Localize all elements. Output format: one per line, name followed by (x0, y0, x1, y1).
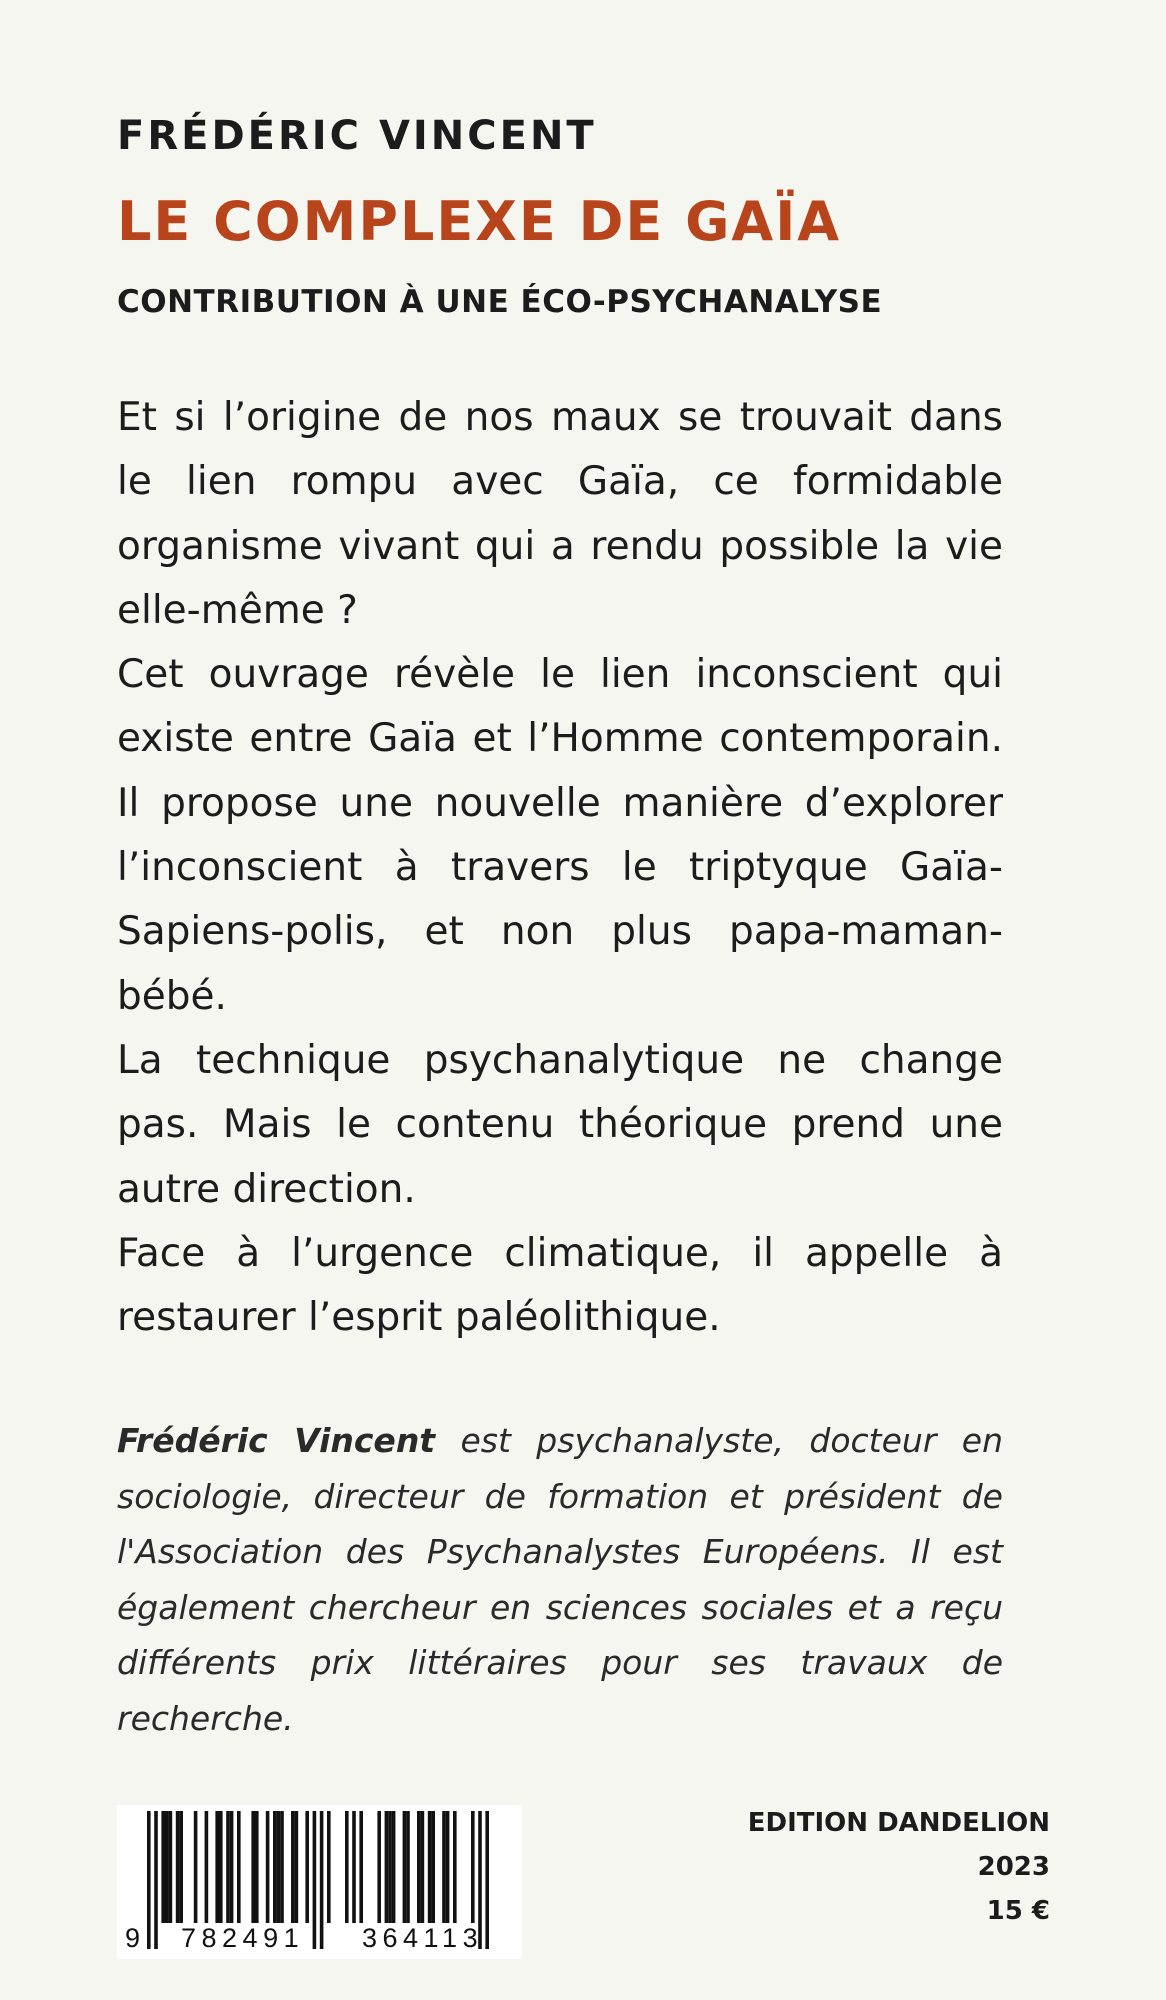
barcode-lead-digit: 9 (125, 1923, 141, 1953)
book-subtitle: CONTRIBUTION À UNE ÉCO-PSYCHANALYSE (117, 284, 883, 320)
barcode-bar (255, 1811, 259, 1923)
barcode-bar (230, 1811, 234, 1923)
barcode-group-1: 782491 (181, 1923, 305, 1953)
barcode-bar (453, 1811, 457, 1923)
barcode-bar (305, 1811, 309, 1923)
barcode-bar (406, 1811, 410, 1923)
barcode-bar (205, 1811, 209, 1923)
price: 15 € (986, 1896, 1050, 1926)
blurb-paragraph: Cet ouvrage révèle le lien inconscient qui existe entre Gaïa et l’Homme contemporain. Il propose une nouvelle manière d’explorer l’inconscient à travers le triptyque Gaïa-Sapiens-polis, et non plus papa-maman-bébé. (117, 652, 1003, 1019)
barcode-bar (442, 1811, 446, 1923)
publisher-info (748, 1801, 1050, 1933)
bio-text: est psychanalyste, docteur en sociologie, directeur de formation et président de l'Association des Psychanalystes Européens. Il est également chercheur en sciences sociales et a reçu différents prix littéraires pour ses travaux de recherche. (117, 1421, 1004, 1738)
barcode-bar (417, 1811, 421, 1923)
barcode-bar (266, 1811, 270, 1923)
isbn-barcode (117, 1805, 522, 1959)
blurb-paragraph: Face à l’urgence climatique, il appelle à restaurer l’esprit paléolithique. (117, 1230, 1003, 1341)
publication-year: 2023 (977, 1852, 1050, 1882)
barcode-bar (165, 1811, 169, 1923)
barcode-bar (161, 1811, 165, 1923)
barcode-bar (176, 1811, 180, 1923)
barcode-bar (219, 1811, 223, 1923)
barcode-bar (194, 1811, 198, 1923)
barcode-bar (392, 1811, 396, 1923)
barcode-bar (215, 1811, 219, 1923)
barcode-bar (421, 1811, 425, 1923)
barcode-bar (388, 1811, 392, 1923)
barcode-bar (471, 1811, 475, 1923)
author-bio (117, 1413, 1003, 1746)
barcode-bar (280, 1811, 284, 1923)
author-name: FRÉDÉRIC VINCENT (117, 113, 597, 159)
barcode-bar (327, 1811, 331, 1923)
barcode-bar (377, 1811, 381, 1923)
barcode-bar (226, 1811, 230, 1923)
bio-author-name: Frédéric Vincent (117, 1421, 436, 1460)
publisher-name: EDITION DANDELION (747, 1808, 1050, 1838)
barcode-bar (273, 1811, 277, 1923)
barcode-bar (237, 1811, 241, 1923)
barcode-bar (169, 1811, 173, 1923)
barcode-bar (179, 1811, 183, 1923)
barcode-bar (352, 1811, 356, 1923)
blurb-paragraph: La technique psychanalytique ne change pas. Mais le contenu théorique prend une autre direction. (117, 1037, 1003, 1212)
blurb-paragraph: Et si l’origine de nos maux se trouvait dans le lien rompu avec Gaïa, ce formidable organisme vivant qui a rendu possible la vie elle-même ? (117, 395, 1003, 633)
barcode-bar (295, 1811, 299, 1923)
barcode-bar (446, 1811, 450, 1923)
barcode-bar (345, 1811, 349, 1923)
barcode-bar (428, 1811, 432, 1923)
barcode-bar (291, 1811, 295, 1923)
blurb (117, 386, 1003, 1350)
book-title: LE COMPLEXE DE GAÏA (117, 190, 842, 253)
barcode-bar (403, 1811, 407, 1923)
barcode-bar (431, 1811, 435, 1923)
barcode-bar (359, 1811, 363, 1923)
barcode-group-2: 364113 (362, 1923, 484, 1953)
barcode-bar (277, 1811, 281, 1923)
barcode-bar (251, 1811, 255, 1923)
barcode-bar (385, 1811, 389, 1923)
barcode-digits (125, 1923, 525, 1957)
